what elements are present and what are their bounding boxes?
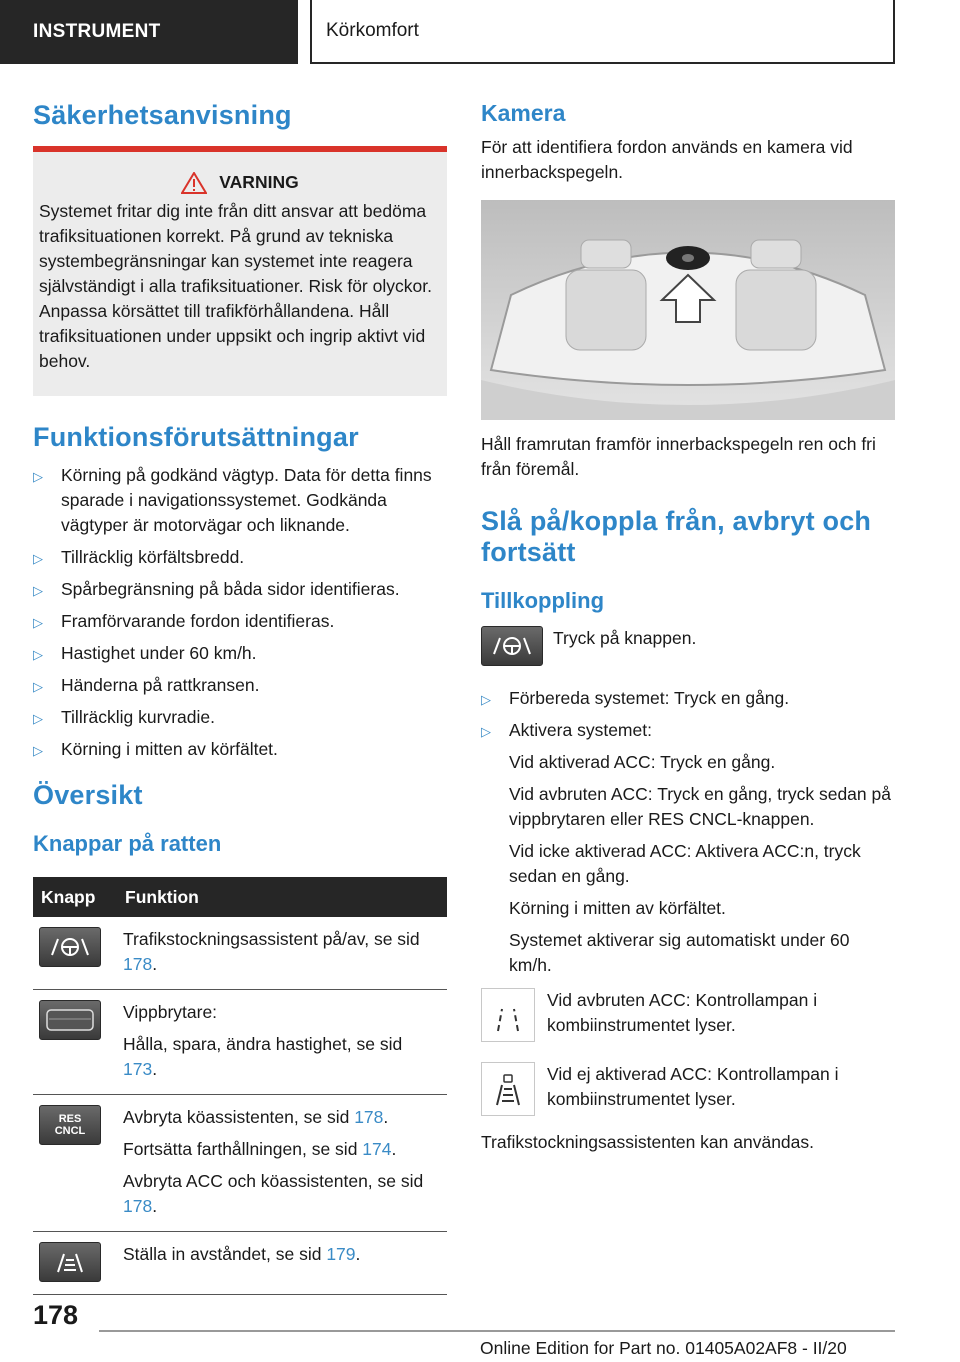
- function-line: [123, 1105, 441, 1130]
- footer-rule: [99, 1330, 895, 1332]
- requirement-item: [33, 609, 447, 634]
- bullet-arrow-icon: ▷: [481, 724, 491, 739]
- warning-label: VARNING: [219, 172, 299, 192]
- function-text: Hålla, spara, ändra hastighet, se sid: [123, 1034, 403, 1054]
- table-cell-button: [33, 1095, 117, 1232]
- step-item: [481, 686, 895, 711]
- punctuation: .: [152, 954, 158, 974]
- function-line: [123, 927, 441, 977]
- requirement-item: [33, 737, 447, 762]
- res-cncl-label: RES CNCL: [54, 1113, 86, 1137]
- warning-box: [33, 146, 447, 396]
- bullet-arrow-icon: ▷: [33, 679, 43, 694]
- requirement-text: Händerna på rattkransen.: [61, 675, 260, 695]
- function-text: Fortsätta farthållningen, se sid: [123, 1139, 363, 1159]
- bullet-arrow-icon: ▷: [33, 551, 43, 566]
- edition-text: Online Edition for Part no. 01405A02AF8 - II/20: [480, 1338, 847, 1358]
- step-item: [481, 718, 895, 978]
- traffic-jam-assist-button-icon: [481, 626, 543, 666]
- table-row: [33, 1232, 447, 1295]
- step-subtext: Vid avbruten ACC: Tryck en gång, tryck sedan på vippbrytaren eller RES CNCL-knappen.: [509, 784, 891, 829]
- press-button-text: Tryck på knappen.: [553, 628, 697, 648]
- table-row: [33, 917, 447, 990]
- function-text: Trafikstockningsassistent på/av, se sid: [123, 929, 420, 949]
- requirement-text: Tillräcklig körfältsbredd.: [61, 547, 245, 567]
- bullet-arrow-icon: ▷: [33, 615, 43, 630]
- table-cell-function: [117, 990, 447, 1095]
- camera-caption: Håll framrutan framför innerbackspegeln ren och fri från föremål.: [481, 434, 876, 479]
- step-text: Förbereda systemet: Tryck en gång.: [509, 688, 790, 708]
- table-header-button: Knapp: [33, 877, 117, 917]
- lane-lamp-vehicle-icon: [481, 1062, 535, 1116]
- function-line: [123, 1169, 441, 1219]
- function-line: [123, 1032, 441, 1082]
- step-subtext: Vid icke aktiverad ACC: Aktivera ACC:n, tryck sedan en gång.: [509, 841, 861, 886]
- function-text: Avbryta köassistenten, se sid: [123, 1107, 355, 1127]
- function-text: Vippbrytare:: [123, 1002, 218, 1022]
- function-text: Ställa in avståndet, se sid: [123, 1244, 327, 1264]
- punctuation: .: [391, 1139, 397, 1159]
- lamp1-text: Vid avbruten ACC: Kontrollampan i kombiinstrumentet lyser.: [547, 990, 818, 1035]
- table-cell-function: [117, 917, 447, 990]
- requirement-text: Körning på godkänd vägtyp. Data för detta finns sparade i navigationssystemet. Godkända vägtyper är motorvägar och liknande.: [61, 465, 432, 535]
- step-subtext: Vid aktiverad ACC: Tryck en gång.: [509, 752, 776, 772]
- page-number: 178: [33, 1300, 79, 1330]
- buttons-table: [33, 877, 447, 1295]
- table-header-function: Funktion: [117, 877, 447, 917]
- final-text: Trafikstockningsassistenten kan användas.: [481, 1132, 815, 1152]
- requirement-item: [33, 705, 447, 730]
- warning-text: Systemet fritar dig inte från ditt ansvar att bedöma trafiksituationen korrekt. På grund av tekniska systembegränsningar kan systemet inte reagera självständigt i alla trafiksituationer. Risk för olyckor. Anpassa körsättet till trafikförhållandena. Håll trafiksituationen under uppsikt och ingrip aktivt vid behov.: [39, 201, 432, 371]
- requirement-text: Spårbegränsning på båda sidor identifieras.: [61, 579, 400, 599]
- lane-lamp-outline-icon: [481, 988, 535, 1042]
- table-cell-button: [33, 1232, 117, 1295]
- bullet-arrow-icon: ▷: [33, 469, 43, 484]
- left-column: [33, 100, 447, 1295]
- safety-title: Säkerhetsanvisning: [33, 100, 292, 130]
- requirement-item: [33, 673, 447, 698]
- bullet-arrow-icon: ▷: [33, 711, 43, 726]
- camera-text: För att identifiera fordon används en kamera vid innerbackspegeln.: [481, 137, 853, 182]
- camera-title: Kamera: [481, 100, 566, 126]
- function-line: [123, 1242, 441, 1267]
- bullet-arrow-icon: ▷: [33, 743, 43, 758]
- warning-triangle-icon: [181, 172, 207, 194]
- step-subtext: Systemet aktiverar sig automatiskt under 60 km/h.: [509, 930, 850, 975]
- table-row: [33, 990, 447, 1095]
- page-ref-link[interactable]: 178: [123, 1196, 153, 1216]
- page-ref-link[interactable]: 178: [354, 1107, 384, 1127]
- table-cell-function: [117, 1232, 447, 1295]
- punctuation: .: [152, 1196, 158, 1216]
- camera-photo: [481, 200, 895, 420]
- step-text: Aktivera systemet:: [509, 720, 652, 740]
- function-text: Avbryta ACC och köassistenten, se sid: [123, 1171, 424, 1191]
- requirement-item: [33, 545, 447, 570]
- table-cell-button: [33, 917, 117, 990]
- page-ref-link[interactable]: 179: [326, 1244, 356, 1264]
- rocker-switch-icon: [39, 1000, 101, 1040]
- traffic-jam-assist-button-icon: [39, 927, 101, 967]
- step-subtext: Körning i mitten av körfältet.: [509, 898, 726, 918]
- activation-title: Tillkoppling: [481, 588, 605, 613]
- steps-list: [481, 686, 895, 978]
- function-line: [123, 1137, 441, 1162]
- distance-button-icon: [39, 1242, 101, 1282]
- bullet-arrow-icon: ▷: [33, 647, 43, 662]
- header-chapter: Körkomfort: [310, 0, 895, 64]
- requirements-list: [33, 463, 447, 762]
- requirement-item: [33, 577, 447, 602]
- page-ref-link[interactable]: 174: [362, 1139, 392, 1159]
- page-ref-link[interactable]: 178: [123, 954, 153, 974]
- bullet-arrow-icon: ▷: [33, 583, 43, 598]
- right-column: [481, 100, 895, 1155]
- requirement-text: Tillräcklig kurvradie.: [61, 707, 215, 727]
- lamp2-text: Vid ej aktiverad ACC: Kontrollampan i kombiinstrumentet lyser.: [547, 1064, 839, 1109]
- requirement-text: Körning i mitten av körfältet.: [61, 739, 278, 759]
- requirements-title: Funktionsförutsättningar: [33, 422, 359, 452]
- res-cncl-button-icon: [39, 1105, 101, 1145]
- press-button-row: [481, 626, 895, 666]
- lamp2-row: [481, 1062, 895, 1116]
- requirement-item: [33, 463, 447, 538]
- requirement-text: Hastighet under 60 km/h.: [61, 643, 257, 663]
- table-cell-button: [33, 990, 117, 1095]
- table-row: [33, 1095, 447, 1232]
- punctuation: .: [383, 1107, 389, 1127]
- lamp1-row: [481, 988, 895, 1042]
- buttons-title: Knappar på ratten: [33, 831, 222, 856]
- warning-heading: [39, 170, 441, 195]
- switch-title: Slå på/koppla från, avbryt och fortsätt: [481, 506, 872, 567]
- overview-title: Översikt: [33, 780, 143, 810]
- page-ref-link[interactable]: 173: [123, 1059, 153, 1079]
- bullet-arrow-icon: ▷: [481, 692, 491, 707]
- table-cell-function: [117, 1095, 447, 1232]
- punctuation: .: [152, 1059, 158, 1079]
- requirement-item: [33, 641, 447, 666]
- header-section: INSTRUMENT: [0, 0, 298, 64]
- punctuation: .: [355, 1244, 361, 1264]
- requirement-text: Framförvarande fordon identifieras.: [61, 611, 335, 631]
- function-line: [123, 1000, 441, 1025]
